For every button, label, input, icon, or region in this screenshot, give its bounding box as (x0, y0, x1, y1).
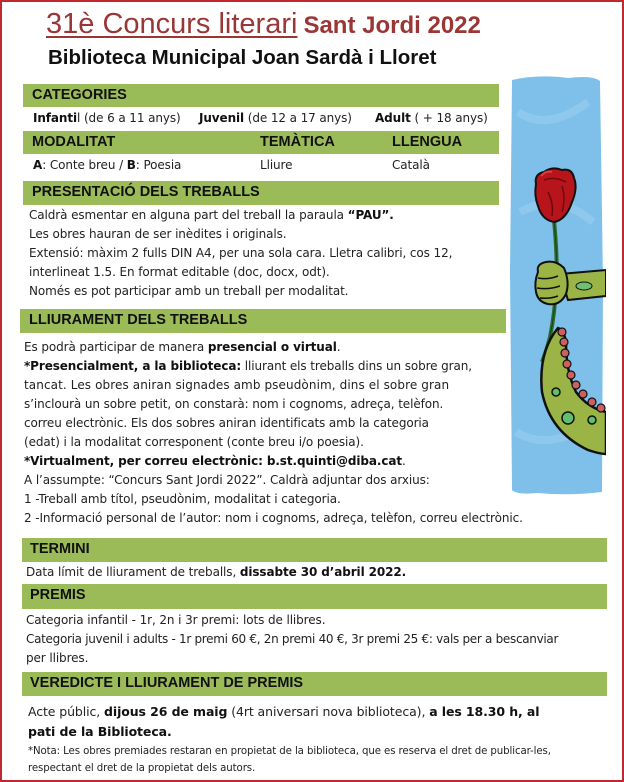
virtual-line-2: 1 -Treball amb títol, pseudònim, modalitat i categoria. (24, 492, 341, 506)
lliurament-intro (24, 340, 340, 354)
note-line-2: respectant el dret de la propietat dels autors. (28, 763, 256, 774)
presencial-line-5: (edat) i la modalitat corresponent (conte breu i/o poesia). (24, 435, 364, 449)
note-line-1: *Nota: Les obres premiades restaran en propietat de la biblioteca, que es reserva el dret de publicar-les, (28, 746, 551, 757)
virtual-line-1: A l’assumpte: “Concurs Sant Jordi 2022”. Caldrà adjuntar dos arxius: (24, 473, 430, 487)
veredicte-date: dijous 26 de maig (104, 704, 228, 719)
library-name: Biblioteca Municipal Joan Sardà i Lloret (48, 46, 437, 69)
lliurament-heading: LLIURAMENT DELS TREBALLS (29, 312, 248, 328)
lliurament-intro-end: . (336, 340, 341, 354)
modalitat-b-label: B (126, 158, 136, 172)
termini-heading: TERMINI (30, 541, 90, 557)
virtual-line (24, 454, 406, 468)
presentacio-line-3: Extensió: màxim 2 fulls DIN A4, per una sola cara. Lletra calibri, cos 12, (29, 246, 453, 260)
presentacio-line-5: Només es pot participar amb un treball per modalitat. (29, 284, 349, 298)
category-infantil (33, 111, 181, 125)
modalitat-a-value: : Conte breu / (42, 158, 127, 172)
section-header-lliurament (20, 309, 506, 333)
termini-date: dissabte 30 d’abril 2022. (239, 565, 407, 579)
presencial-line-3: s’inclourà un sobre petit, on constarà: nom i cognoms, adreça, telèfon. (24, 397, 444, 411)
veredicte-line-1-mid: (4rt aniversari nova biblioteca), (227, 704, 430, 719)
presencial-line-4 (24, 416, 429, 430)
keyword-pau: “PAU”. (347, 208, 394, 222)
hand-holding-rose-illustration (508, 72, 606, 497)
llengua-heading: LLENGUA (392, 134, 463, 150)
category-adult-range: ( + 18 anys) (410, 111, 488, 125)
virtual-line-end: . (401, 454, 406, 468)
virtual-label-email[interactable]: *Virtualment, per correu electrònic: b.st.quinti@diba.cat (24, 454, 402, 468)
category-adult (375, 111, 488, 125)
section-header-presentacio (23, 181, 499, 205)
veredicte-line-2 (28, 724, 172, 739)
termini-line (26, 565, 406, 579)
modalitat-value (33, 158, 181, 172)
title-sub: Sant Jordi 2022 (303, 12, 481, 39)
premis-line-2: Categoria juvenil i adults - 1r premi 60 €, 2n premi 40 €, 3r premi 25 €: vals per a bescanviar (26, 632, 559, 646)
presentacio-heading: PRESENTACIÓ DELS TREBALLS (32, 184, 260, 200)
presencial-line-2: tancat. Les obres aniran signades amb pseudònim, dins el sobre gran (24, 378, 450, 392)
presencial-line-1 (24, 359, 472, 373)
presentacio-line-2: Les obres hauran de ser inèdites i originals. (29, 227, 287, 241)
presencial-line-4-pre: correu electrònic (24, 416, 124, 430)
premis-line-1: Categoria infantil - 1r, 2n i 3r premi: lots de llibres. (26, 613, 326, 627)
tematica-value: Lliure (260, 158, 293, 172)
category-infantil-label-rest: l (77, 111, 81, 125)
section-header-modalitat (23, 131, 499, 154)
modalitat-b-value: : Poesia (135, 158, 182, 172)
presentacio-line-4: interlineat 1.5. En format editable (doc, docx, odt). (29, 265, 330, 279)
presencial-label: *Presencialment, a la biblioteca: (24, 359, 242, 373)
category-infantil-label: Infanti (33, 111, 78, 125)
category-juvenil-range: (de 12 a 17 anys) (244, 111, 352, 125)
termini-line-text: Data límit de lliurament de treballs, (26, 565, 240, 579)
section-header-premis (22, 584, 607, 609)
category-juvenil-label: Juvenil (199, 111, 245, 125)
tematica-heading: TEMÀTICA (260, 134, 335, 150)
section-header-veredicte (22, 672, 607, 696)
poster-title (46, 8, 481, 41)
virtual-line-3: 2 -Informació personal de l’autor: nom i cognoms, adreça, telèfon, correu electrònic. (24, 511, 523, 525)
lliurament-intro-text: Es podrà participar de manera (24, 340, 208, 354)
modalitat-a-label: A (33, 158, 43, 172)
lliurament-intro-bold: presencial o virtual (207, 340, 337, 354)
presentacio-line-1 (29, 208, 394, 222)
veredicte-time: a les 18.30 h, al (429, 704, 540, 719)
category-juvenil (199, 111, 352, 125)
veredicte-line-1-pre: Acte públic, (28, 704, 105, 719)
modalitat-heading: MODALITAT (32, 134, 116, 150)
llengua-value: Català (392, 158, 430, 172)
section-header-termini (22, 538, 607, 562)
section-header-categories (23, 84, 499, 107)
veredicte-place: pati de la Biblioteca. (28, 724, 172, 739)
categories-heading: CATEGORIES (32, 87, 127, 103)
presentacio-line-1-text: Caldrà esmentar en alguna part del treball la paraula (29, 208, 348, 222)
title-main: 31è Concurs literari (46, 8, 298, 40)
premis-heading: PREMIS (30, 587, 86, 603)
premis-line-3: per llibres. (26, 651, 89, 665)
veredicte-heading: VEREDICTE I LLIURAMENT DE PREMIS (30, 675, 304, 691)
category-adult-label: Adult (375, 111, 411, 125)
presencial-line-4-post: . Els dos sobres aniran identificats amb la categoria (123, 416, 429, 430)
veredicte-line-1 (28, 704, 539, 719)
category-infantil-range: (de 6 a 11 anys) (80, 111, 181, 125)
presencial-line-1-text: lliurant els treballs dins un sobre gran, (241, 359, 472, 373)
